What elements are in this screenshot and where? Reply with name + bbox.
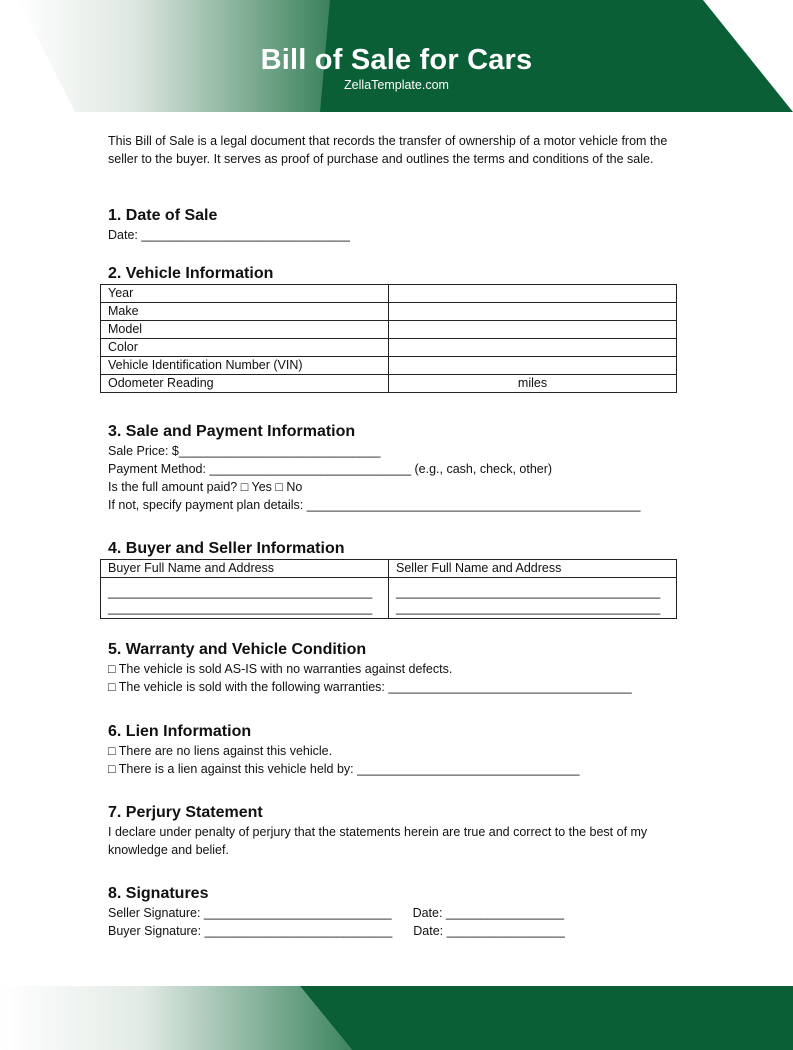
- row-label: Make: [101, 303, 389, 321]
- table-row: [101, 560, 677, 578]
- parties-table: [100, 559, 677, 619]
- section-parties: [108, 539, 693, 619]
- section-vehicle: [108, 264, 693, 393]
- section-heading: 5. Warranty and Vehicle Condition: [108, 641, 367, 658]
- section-heading: 2. Vehicle Information: [108, 265, 274, 282]
- row-label: Model: [101, 321, 389, 339]
- table-row: [101, 339, 677, 357]
- footer-banner: [0, 986, 793, 1050]
- buyer-lines[interactable]: [101, 578, 389, 619]
- perjury-text: I declare under penalty of perjury that the statements herein are true and correct to the best of my knowledge and belief.: [108, 825, 648, 857]
- warranty-option-as-is[interactable]: □ The vehicle is sold AS-IS with no warranties against defects.: [108, 662, 453, 676]
- warranty-option-with[interactable]: □ The vehicle is sold with the following warranties: ___________________________________: [108, 680, 632, 694]
- row-value[interactable]: [389, 321, 677, 339]
- row-label: Vehicle Identification Number (VIN): [101, 357, 389, 375]
- seller-header: Seller Full Name and Address: [389, 560, 677, 578]
- row-value[interactable]: [389, 303, 677, 321]
- vehicle-table: [100, 284, 677, 393]
- lien-option-held[interactable]: □ There is a lien against this vehicle held by: ________________________________: [108, 762, 580, 776]
- section-heading: 4. Buyer and Seller Information: [108, 540, 345, 557]
- section-perjury: [108, 803, 683, 859]
- table-row: [101, 321, 677, 339]
- full-paid-checkbox-line[interactable]: Is the full amount paid? □ Yes □ No: [108, 480, 303, 494]
- buyer-line[interactable]: ______________________________________: [108, 601, 373, 615]
- section-heading: 8. Signatures: [108, 885, 209, 902]
- page-title: Bill of Sale for Cars: [260, 44, 533, 76]
- seller-line[interactable]: ______________________________________: [396, 601, 661, 615]
- seller-lines[interactable]: [389, 578, 677, 619]
- seller-line[interactable]: ______________________________________: [396, 585, 661, 599]
- section-heading: 7. Perjury Statement: [108, 804, 263, 821]
- buyer-header: Buyer Full Name and Address: [101, 560, 389, 578]
- buyer-line[interactable]: ______________________________________: [108, 585, 373, 599]
- row-label: Color: [101, 339, 389, 357]
- intro-block: [108, 132, 688, 168]
- date-field[interactable]: Date: ______________________________: [108, 228, 350, 242]
- section-signatures: [108, 884, 693, 940]
- section-heading: 3. Sale and Payment Information: [108, 423, 356, 440]
- section-heading: 6. Lien Information: [108, 723, 252, 740]
- intro-text: This Bill of Sale is a legal document that records the transfer of ownership of a motor vehicle from the seller to the buyer. It serves as proof of purchase and outlines the terms and conditions of the sale.: [108, 134, 668, 166]
- seller-signature-line: [108, 904, 693, 922]
- section-heading: 1. Date of Sale: [108, 207, 218, 224]
- seller-date-field[interactable]: Date: _________________: [412, 906, 565, 920]
- lien-option-none[interactable]: □ There are no liens against this vehicle.: [108, 744, 333, 758]
- buyer-signature-line: [108, 922, 693, 940]
- table-row: [101, 578, 677, 619]
- table-row: [101, 357, 677, 375]
- payment-plan-field[interactable]: If not, specify payment plan details: ________________________________________________: [108, 498, 641, 512]
- payment-method-field[interactable]: Payment Method: _____________________________ (e.g., cash, check, other): [108, 462, 553, 476]
- section-date: [108, 206, 693, 244]
- row-value[interactable]: miles: [389, 375, 677, 393]
- page-subtitle: ZellaTemplate.com: [344, 78, 449, 92]
- section-warranty: [108, 640, 693, 696]
- section-payment: [108, 422, 693, 514]
- row-value[interactable]: [389, 285, 677, 303]
- sale-price-field[interactable]: Sale Price: $_____________________________: [108, 444, 381, 458]
- buyer-signature-field[interactable]: Buyer Signature: ___________________________: [108, 924, 393, 938]
- table-row: [101, 303, 677, 321]
- row-label: Year: [101, 285, 389, 303]
- seller-signature-field[interactable]: Seller Signature: ___________________________: [108, 906, 392, 920]
- row-value[interactable]: [389, 339, 677, 357]
- row-label: Odometer Reading: [101, 375, 389, 393]
- row-value[interactable]: [389, 357, 677, 375]
- table-row: [101, 375, 677, 393]
- table-row: [101, 285, 677, 303]
- section-lien: [108, 722, 693, 778]
- buyer-date-field[interactable]: Date: _________________: [413, 924, 565, 938]
